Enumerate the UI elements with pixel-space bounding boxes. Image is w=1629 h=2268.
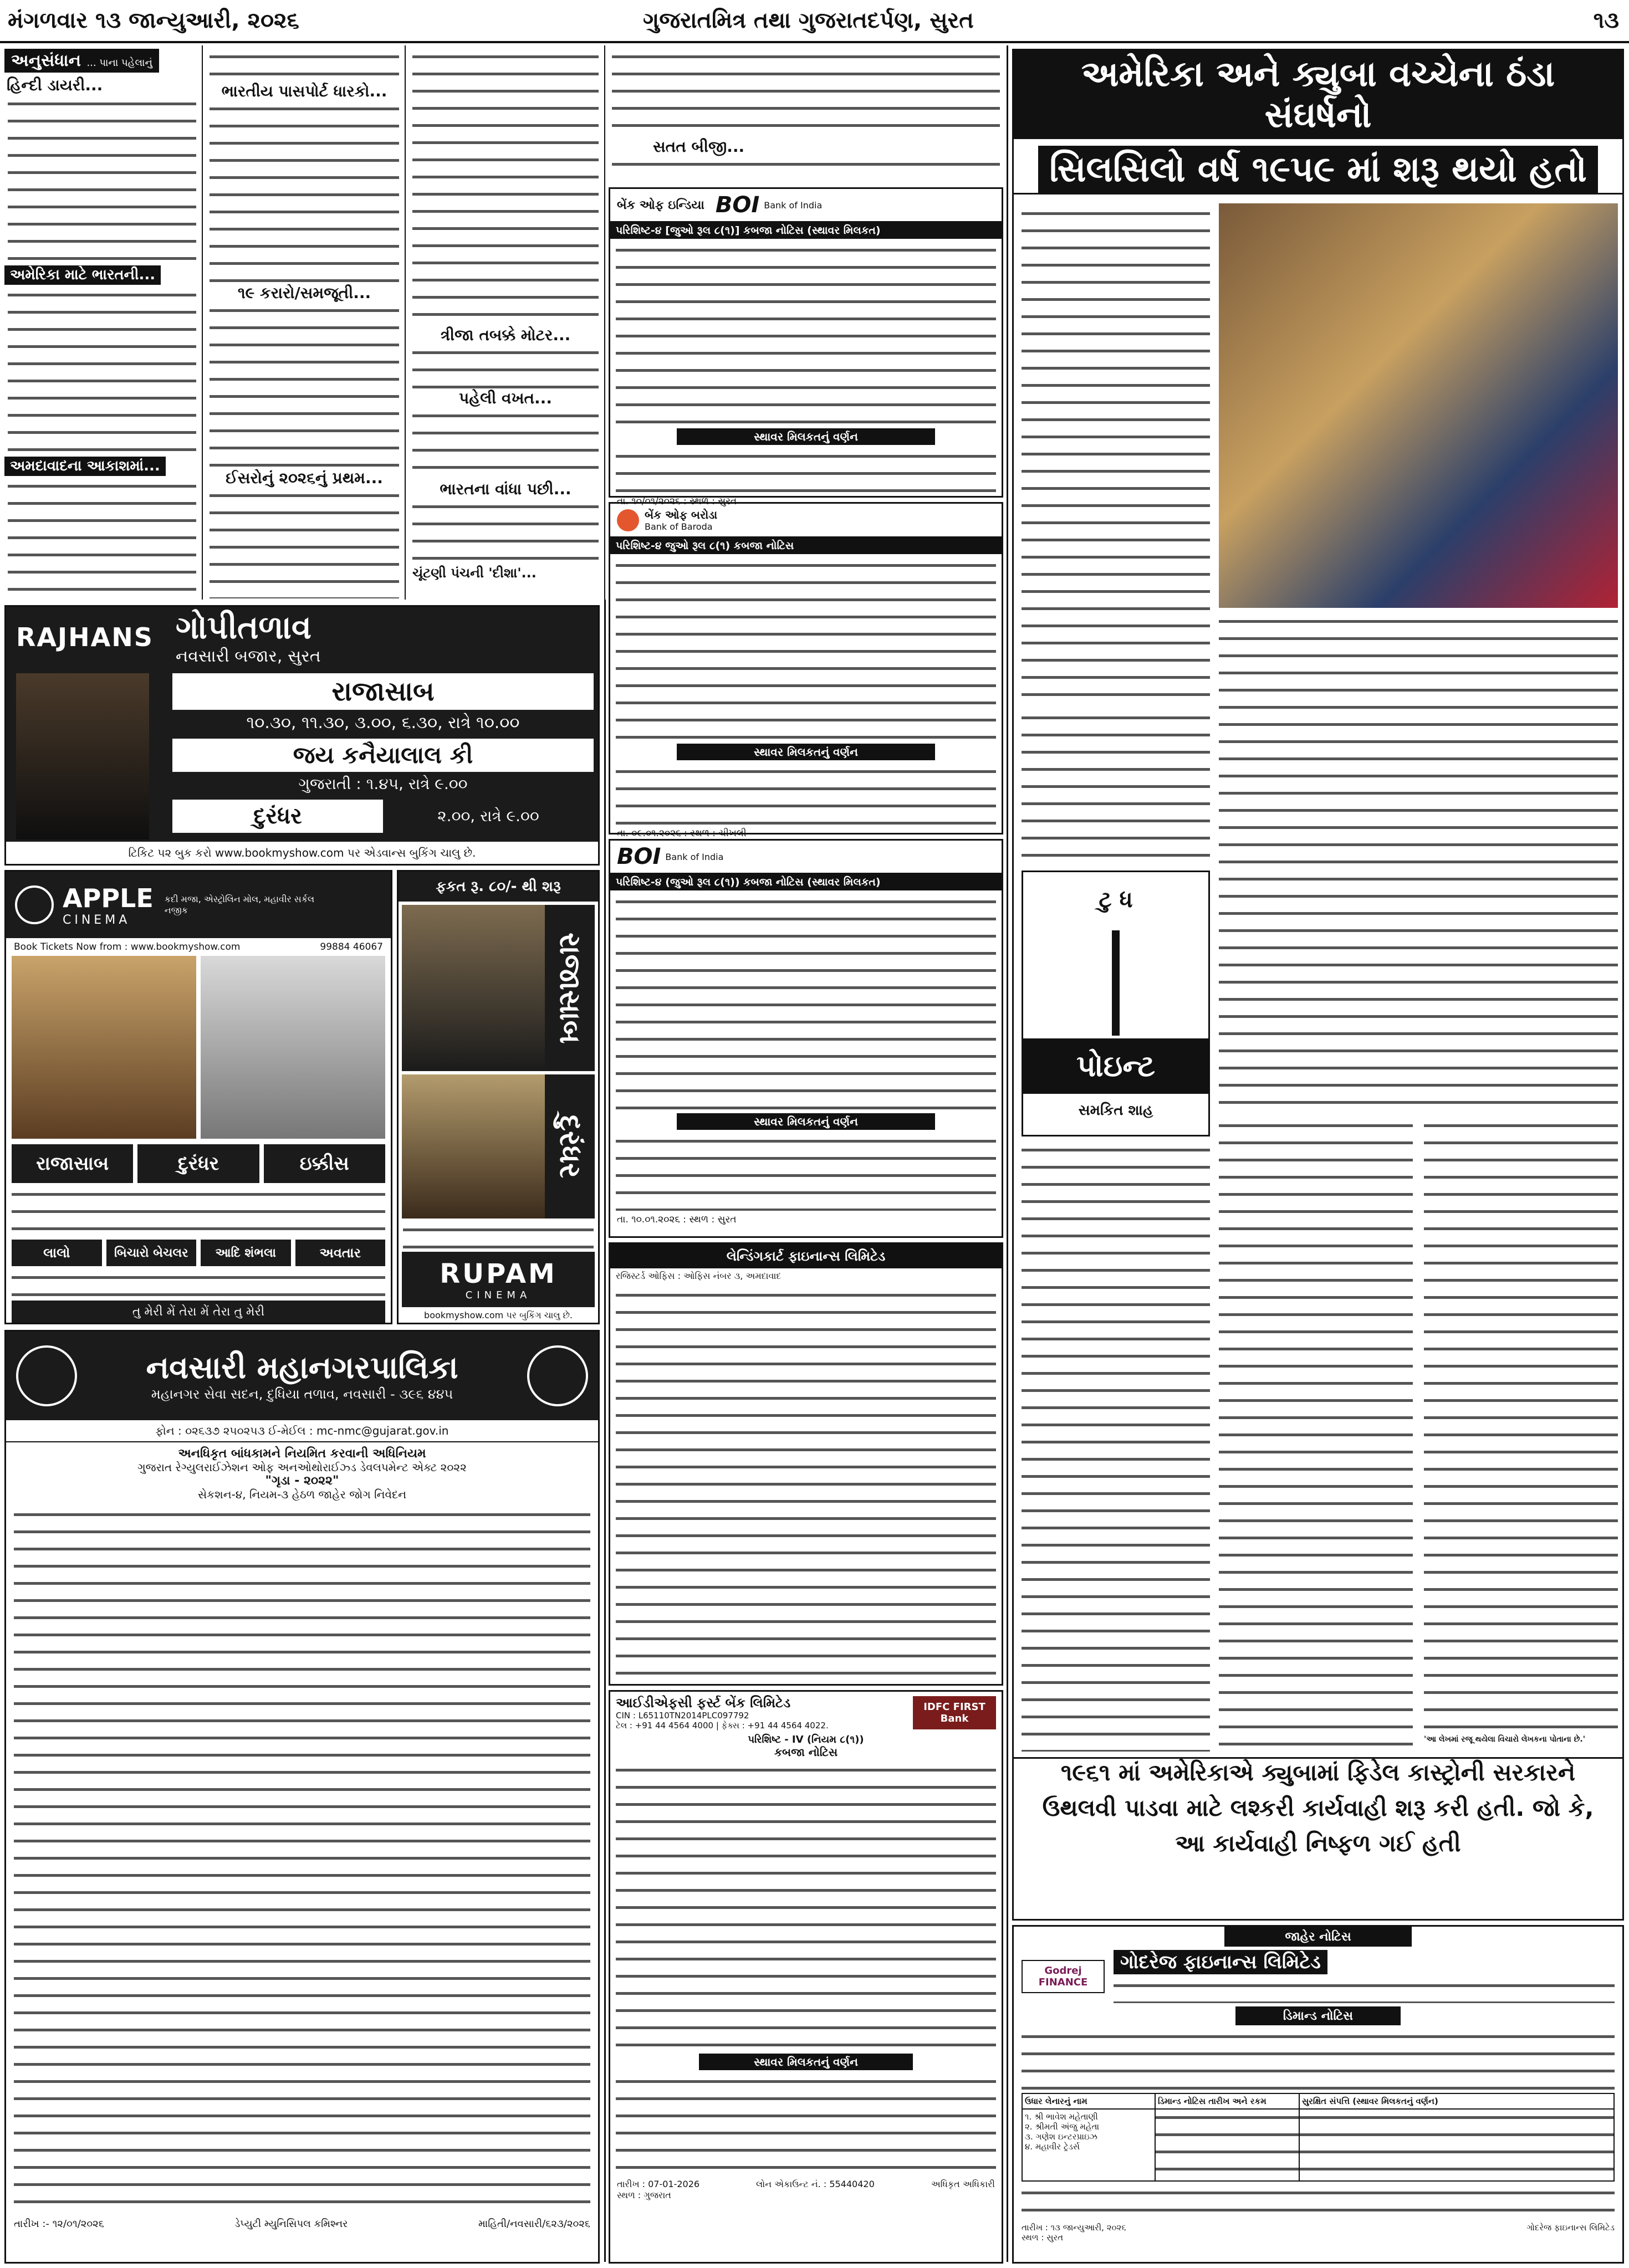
- column-logo-top: ટુ ધ: [1099, 887, 1133, 913]
- ticker-strip: તુ મેરી મેં તેરા મેં તેરા તુ મેરી: [12, 1301, 385, 1323]
- notice-title: પરિશિષ્ટ-૪ [જુઓ રૂલ ૮(૧)] કબજા નોટિસ (સ્થાવર મિલકત): [610, 222, 1002, 239]
- pullquote: ૧૯૬૧ માં અમેરિકાએ ક્યુબામાં ફિડેલ કાસ્ટ્રોની સરકારને ઉથલવી પાડવા માટે લશ્કરી કાર્યવાહી શરૂ કરી હતી. જો કે, આ કાર્યવાહી નિષ્ફળ ગઈ હતી: [1014, 1757, 1622, 1857]
- notice-kicker: ડિમાન્ડ નોટિસ: [1235, 2006, 1401, 2025]
- film-title: ઇક્કીસ: [264, 1144, 385, 1183]
- notice-place: સ્થળ : ગુજરાત: [617, 2190, 671, 2200]
- news-column-1: [4, 49, 200, 603]
- film-title: લાલો: [12, 1240, 102, 1266]
- notice-title: પરિશિષ્ટ-૪ (જુઓ રૂલ ૮(૧)) કબજા નોટિસ (સ્થાવર મિલકત): [610, 874, 1002, 890]
- property-heading: સ્થાવર મિલકતનું વર્ણન: [699, 2054, 913, 2070]
- notice-footer: તા. ૦૯.૦૧.૨૦૨૬ : સ્થળ : ચીખલી: [617, 828, 747, 839]
- masthead: ગુજરાતમિત્ર તથા ગુજરાતદર્પણ, સુરત: [643, 8, 974, 33]
- film-title: બિચારો બેચલર: [106, 1240, 197, 1266]
- story-body: [210, 303, 399, 469]
- news-column-3: [409, 49, 602, 603]
- info-ref: માહિતી/નવસારી/૬૨૩/૨૦૨૬: [478, 2218, 590, 2230]
- film-title: અવતાર: [295, 1240, 386, 1266]
- table-cell: [1300, 2110, 1613, 2180]
- column-rule: [1007, 45, 1008, 2262]
- company-address: [1114, 1978, 1615, 2003]
- story-kicker: ભારતના વાંધા પછી...: [440, 480, 571, 498]
- booking-footer: bookmyshow.com પર બુકિંગ ચાલુ છે.: [424, 1310, 573, 1320]
- table-row: ૪. મહાવીર ટ્રેડર્સ: [1025, 2142, 1080, 2152]
- film-title: દુરંધર: [545, 1074, 595, 1219]
- film-title: દુરંધર: [137, 1144, 259, 1183]
- story-body: [612, 156, 1000, 178]
- act-short-name: "ગૃડા - ૨૦૨૨": [265, 1474, 339, 1488]
- table-row: ૩. ગણેશ ઇન્ટરપ્રાઇઝ: [1025, 2132, 1097, 2142]
- film-title: દુરંધર: [172, 800, 383, 833]
- story-kicker: ૧૯ કરારો/સમજૂતી...: [237, 284, 371, 302]
- film-title: આદિ શંભલા: [201, 1240, 291, 1266]
- property-body: [616, 764, 996, 825]
- notice-title: આઈડીએફસી ફર્સ્ટ બેંક લિમિટેડ: [616, 1695, 791, 1711]
- poster-image: [16, 673, 149, 839]
- showtimes-grid: [403, 1222, 594, 1250]
- boi-logo: BOI: [715, 192, 760, 218]
- gopitalav-cinema-ad: [4, 605, 600, 866]
- bank-name: બેંક ઓફ બરોડા: [645, 508, 718, 521]
- article-illustration: [1219, 203, 1618, 608]
- bank-name-en: Bank of Baroda: [645, 521, 713, 532]
- signature: અધિકૃત અધિકારી: [931, 2179, 995, 2189]
- article-body: [1022, 1142, 1210, 1752]
- story-kicker: ભારતીય પાસપોર્ટ ધારકો...: [221, 82, 387, 100]
- table-row: ૧. શ્રી ભાવેશ મહેતાણી: [1025, 2112, 1098, 2122]
- story-body: [612, 49, 1000, 137]
- story-body: [412, 345, 599, 389]
- act-name: ગુજરાત રેગ્યુલરાઈઝેશન ઓફ અનઓથોરાઈઝ્ડ ડેવલપમેન્ટ એક્ટ ૨૦૨૨: [137, 1461, 467, 1474]
- notice-footer: તા. ૧૦/૦૧/૨૦૨૬ : સ્થળ : સુરત: [617, 496, 737, 507]
- godrej-demand-notice: [1012, 1925, 1624, 2264]
- section-tag: અનુસંધાન ... પાના પહેલાનું: [4, 49, 159, 73]
- column-rule: [405, 45, 406, 600]
- poster-image: [201, 956, 385, 1139]
- notice-body: [616, 1762, 996, 2050]
- column-rule: [604, 600, 606, 2262]
- booking-footer: ટિકિટ ૫૨ બુક કરો www.bookmyshow.com પર એડવાન્સ બુકિંગ ચાલુ છે.: [6, 842, 598, 864]
- bank-name-en: Bank of India: [665, 851, 724, 862]
- article-body: [1219, 613, 1618, 1112]
- notice-intro: રજિસ્ટર્ડ ઓફિસ : ઓફિસ નંબર ૩, અમદાવાદ: [616, 1271, 782, 1281]
- emblem-icon: [527, 1345, 588, 1406]
- issue-date: મંગળવાર ૧૩ જાન્યુઆરી, ૨૦૨૬: [8, 8, 299, 33]
- film-showtimes: ૨.૦૦, રાત્રે ૯.૦૦: [437, 807, 539, 825]
- story-kicker: હિન્દી ડાયરી...: [7, 76, 103, 94]
- cinema-sub: CINEMA: [465, 1289, 532, 1301]
- feature-article: [1012, 49, 1624, 1921]
- story-body: [412, 499, 599, 565]
- godrej-logo: Godrej FINANCE: [1022, 1960, 1105, 1993]
- film-title: રાજાસાબ: [545, 905, 595, 1071]
- showtimes-grid: [12, 1186, 385, 1236]
- price-banner: ફકત રૂ. ૮૦/- થી શરૂ: [399, 872, 598, 902]
- article-body: [1022, 710, 1210, 865]
- rupam-cinema-ad: [397, 870, 600, 1324]
- boi-logo: BOI: [617, 844, 661, 869]
- boi-possession-notice-2: [609, 839, 1003, 1238]
- column-logo: પોઇન્ટ: [1023, 1038, 1208, 1094]
- page-number: ૧૩: [1593, 8, 1619, 33]
- cinema-sub: CINEMA: [63, 913, 131, 927]
- contact-line: ફોન : ૦૨૬૩૭ ૨૫૦૨૫૩ ઈ-મેઈલ : mc-nmc@gujarat.gov.in: [6, 1420, 598, 1442]
- appendix-label: પરિશિષ્ટ - IV (નિયમ ૮(૧)): [748, 1734, 864, 1745]
- author-name: સમકિત શાહ: [1078, 1102, 1153, 1119]
- cinema-name: ગોપીતળાવ: [175, 608, 311, 646]
- article-body: [1424, 1118, 1618, 1733]
- news-column-4: [609, 49, 1003, 182]
- column-logo-box: [1022, 871, 1210, 1136]
- story-kicker: અમદાવાદના આકાશમાં...: [4, 457, 166, 476]
- notice-table-header: ઉધાર લેનારનું નામ ડિમાન્ડ નોટિસ તારીખ અને રકમ સુરક્ષિત સંપત્તિ (સ્થાવર મિલકતનું વર્ણન): [1022, 2093, 1615, 2110]
- film-showtimes: ૧૦.૩૦, ૧૧.૩૦, ૩.૦૦, ૬.૩૦, રાત્રે ૧૦.૦૦: [246, 713, 520, 733]
- notice-body: [616, 1287, 996, 1675]
- bob-possession-notice: [609, 502, 1003, 839]
- bank-name-en: Bank of India: [764, 199, 823, 211]
- film-showtimes: ગુજરાતી : ૧.૪૫, રાત્રે ૯.૦૦: [298, 775, 468, 793]
- idfc-possession-notice: [609, 1690, 1003, 2264]
- phone-number: ટેલ : +91 44 4564 4000 | ફેક્સ : +91 44 4564 4022.: [616, 1721, 829, 1731]
- notice-body: [1022, 2185, 1615, 2218]
- headline-line-1: અમેરિકા અને ક્યુબા વચ્ચેના ઠંડા સંઘર્ષનો: [1014, 50, 1622, 139]
- film-title: રાજાસાબ: [172, 673, 594, 710]
- notice-title: ગોદરેજ ફાઇનાન્સ લિમિટેડ: [1114, 1950, 1327, 1974]
- notice-date: તારીખ : ૧૩ જાન્યુઆરી, ૨૦૨૬: [1022, 2223, 1126, 2233]
- property-body: [616, 1133, 996, 1211]
- poster-image: [402, 1074, 545, 1219]
- notice-title: લેન્ડિંગકાર્ટ ફાઇનાન્સ લિમિટેડ: [610, 1244, 1002, 1268]
- signatory: ડેપ્યુટી મ્યુનિસિપલ કમિશ્નર: [234, 2218, 348, 2230]
- bank-name: બેંક ઓફ ઇન્ડિયા: [617, 198, 704, 212]
- story-body: [8, 96, 196, 262]
- story-kicker: અમેરિકા માટે ભારતની...: [4, 265, 161, 285]
- poster-image: [402, 905, 545, 1071]
- notice-title: પરિશિષ્ટ-૪ જુઓ રૂલ ૮(૧) કબજા નોટિસ: [610, 537, 1002, 554]
- cin-number: CIN : L65110TN2014PLC097792: [616, 1711, 749, 1721]
- story-body: [210, 49, 399, 82]
- lendingkart-notice: [609, 1242, 1003, 1686]
- loan-number: લોન એકાઉન્ટ નં. : 55440420: [756, 2179, 875, 2189]
- notice-body: [616, 242, 996, 425]
- headline-line-2: સિલસિલો વર્ષ ૧૯૫૯ માં શરૂ થયો હતો: [1038, 146, 1598, 193]
- opinion-disclaimer: 'આ લેખમાં રજૂ થયેલા વિચારો લેખકના પોતાના છે.': [1424, 1735, 1585, 1744]
- cinema-name: RUPAM: [440, 1258, 557, 1289]
- idfc-logo: IDFC FIRST Bank: [913, 1696, 996, 1729]
- cinema-address: કદી મજા, એસ્ટ્રોલિન મોલ, મહાવીર સર્કલ નજીક: [164, 894, 315, 915]
- office-address: મહાનગર સેવા સદન, દુધિયા તળાવ, નવસારી - ૩૯૬ ૪૪૫: [151, 1386, 453, 1402]
- apple-cinema-ad: [4, 870, 392, 1324]
- story-body: [412, 408, 599, 480]
- notice-body: [1022, 2029, 1615, 2090]
- table-cell: [1156, 2110, 1300, 2180]
- notice-subject: અનધિકૃત બાંધકામને નિયમિત કરવાની અધિનિયમ: [178, 1447, 426, 1461]
- cinema-name: APPLE: [63, 883, 154, 913]
- notice-body: [616, 557, 996, 740]
- cinema-location: નવસારી બજાર, સુરત: [175, 647, 321, 666]
- rajhans-logo: RAJHANS: [16, 622, 154, 652]
- property-heading: સ્થાવર મિલકતનું વર્ણન: [677, 744, 935, 760]
- notice-kicker: કબજા નોટિસ: [774, 1745, 838, 1759]
- notice-date: તારીખ : 07-01-2026: [617, 2179, 700, 2189]
- booking-line: Book Tickets Now from : www.bookmyshow.com: [14, 941, 241, 953]
- film-title: રાજાસાબ: [12, 1144, 133, 1183]
- notice-date: તારીખ :- ૧૨/૦૧/૨૦૨૬: [14, 2218, 104, 2230]
- story-body: [210, 101, 399, 284]
- poster-image: [12, 956, 196, 1139]
- notice-title: નવસારી મહાનગરપાલિકા: [146, 1350, 458, 1386]
- apple-logo-icon: [15, 885, 54, 924]
- signature: ગોદરેજ ફાઇનાન્સ લિમિટેડ: [1526, 2223, 1615, 2233]
- story-kicker: ચૂંટણી પંચની 'દીશા'...: [412, 565, 537, 581]
- rule-ref: સેકશન-૪, નિયમ-૩ હેઠળ જાહેર જોગ નિવેદન: [197, 1488, 407, 1501]
- story-body: [412, 49, 599, 326]
- property-body: [616, 448, 996, 493]
- story-kicker: પહેલી વખત...: [459, 389, 552, 407]
- phone-number: 99884 46067: [320, 941, 383, 953]
- story-kicker: ઈસરોનું ૨૦૨૬નું પ્રથમ...: [226, 469, 383, 487]
- navsari-municipal-notice: [4, 1330, 600, 2264]
- property-heading: સ્થાવર મિલકતનું વર્ણન: [677, 428, 935, 445]
- story-body: [210, 488, 399, 598]
- column-rule: [604, 45, 605, 600]
- page-header: [0, 0, 1629, 43]
- notice-footer: તા. ૧૦.૦૧.૨૦૨૬ : સ્થળ : સુરત: [617, 1214, 737, 1225]
- column-rule: [202, 45, 203, 600]
- notice-table-body: [1022, 2110, 1615, 2182]
- article-body: [1022, 206, 1210, 704]
- property-heading: સ્થાવર મિલકતનું વર્ણન: [677, 1113, 935, 1130]
- column-logo-mark: [1112, 930, 1120, 1036]
- news-column-2: [206, 49, 402, 603]
- story-kicker: ત્રીજા તબક્કે મોટર...: [440, 326, 571, 344]
- article-body: [1219, 1118, 1413, 1755]
- emblem-icon: [16, 1345, 77, 1406]
- story-body: [8, 287, 196, 453]
- showtimes-grid: [12, 1269, 385, 1297]
- notice-body: [14, 1507, 590, 2210]
- notice-place: સ્થળ : સુરત: [1022, 2233, 1064, 2243]
- bob-logo-icon: [617, 509, 639, 531]
- boi-possession-notice: [609, 187, 1003, 507]
- table-row: ૨. શ્રીમતી અંજુ મહેતા: [1025, 2122, 1100, 2132]
- film-title: જય કનૈયાલાલ કી: [172, 739, 594, 772]
- notice-body: [616, 894, 996, 1110]
- notice-label: જાહેર નોટિસ: [1224, 1927, 1412, 1947]
- story-kicker: સતત બીજી...: [653, 137, 745, 156]
- property-body: [616, 2074, 996, 2173]
